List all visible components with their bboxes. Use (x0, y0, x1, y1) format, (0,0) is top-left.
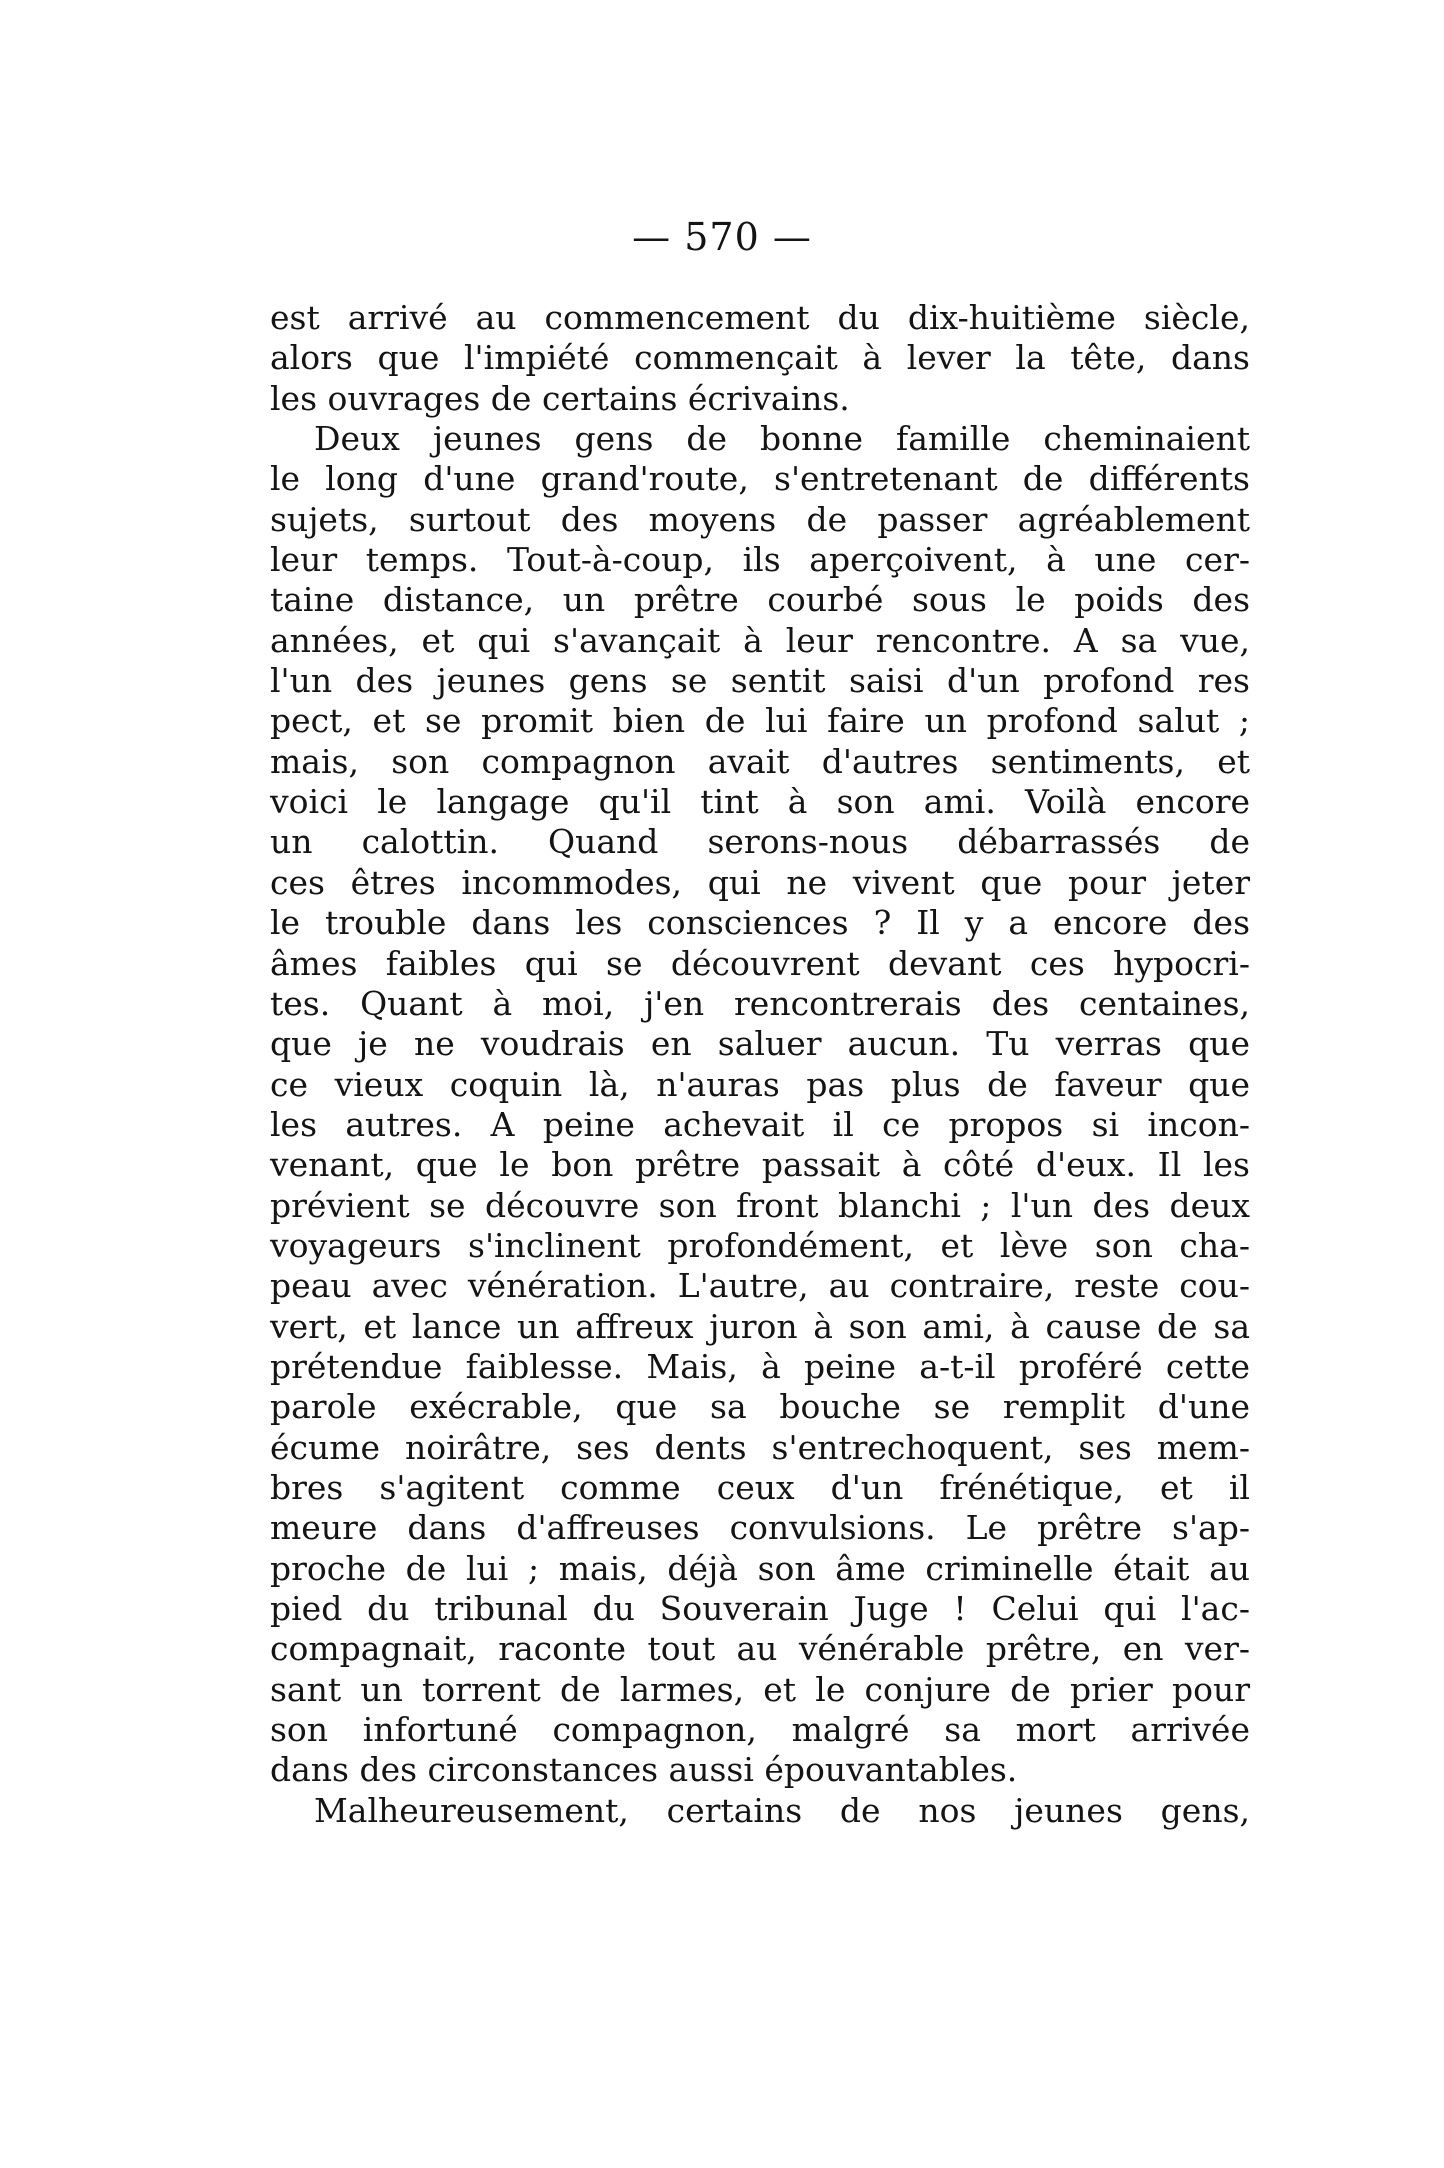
text-line: ce vieux coquin là, n'auras pas plus de faveur que (270, 1064, 1250, 1104)
text-line: meure dans d'affreuses convulsions. Le prêtre s'ap- (270, 1508, 1250, 1548)
text-line: âmes faibles qui se découvrent devant ces hypocri- (270, 943, 1250, 983)
text-line: pied du tribunal du Souverain Juge ! Celui qui l'ac- (270, 1589, 1250, 1628)
text-line: années, et qui s'avançait à leur rencontre. A sa vue, (270, 620, 1250, 660)
body-text (270, 298, 1250, 1831)
text-line: vert, et lance un affreux juron à son ami, à cause de sa (270, 1306, 1250, 1346)
text-line: bres s'agitent comme ceux d'un frénétique, et il (270, 1467, 1250, 1507)
text-line: le long d'une grand'route, s'entretenant de différents (270, 459, 1250, 499)
text-line: leur temps. Tout-à-coup, ils aperçoivent, à une cer- (270, 540, 1250, 580)
text-line: mais, son compagnon avait d'autres sentiments, et (270, 741, 1250, 781)
text-line: parole exécrable, que sa bouche se remplit d'une (270, 1387, 1250, 1427)
text-line: le trouble dans les consciences ? Il y a encore des (270, 903, 1250, 943)
text-line: prétendue faiblesse. Mais, à peine a-t-il proféré cette (270, 1346, 1250, 1386)
text-line: tes. Quant à moi, j'en rencontrerais des centaines, (270, 983, 1250, 1023)
text-line: est arrivé au commencement du dix-huitième siècle, (270, 298, 1250, 337)
text-line: les ouvrages de certains écrivains. (270, 378, 850, 418)
text-line: les autres. A peine achevait il ce propos si incon- (270, 1104, 1250, 1144)
text-line: venant, que le bon prêtre passait à côté d'eux. Il les (270, 1145, 1250, 1185)
text-line: taine distance, un prêtre courbé sous le poids des (270, 580, 1250, 620)
text-line: proche de lui ; mais, déjà son âme criminelle était au (270, 1548, 1250, 1588)
text-line: prévient se découvre son front blanchi ; l'un des deux (270, 1185, 1250, 1225)
text-line: sant un torrent de larmes, et le conjure de prier pour (270, 1669, 1250, 1709)
text-line: voici le langage qu'il tint à son ami. Voilà encore (270, 782, 1250, 822)
text-line: que je ne voudrais en saluer aucun. Tu verras que (270, 1024, 1250, 1064)
text-line: alors que l'impiété commençait à lever la tête, dans (270, 338, 1250, 378)
text-line: un calottin. Quand serons-nous débarrassés de (270, 822, 1250, 862)
text-line: l'un des jeunes gens se sentit saisi d'un profond res (270, 661, 1250, 701)
text-line: sujets, surtout des moyens de passer agréablement (270, 499, 1250, 539)
paragraph-first-line: Malheureusement, certains de nos jeunes gens, (314, 1790, 1250, 1830)
text-line: son infortuné compagnon, malgré sa mort arrivée (270, 1710, 1250, 1750)
text-line: dans des circonstances aussi épouvantables. (270, 1750, 1018, 1790)
text-line: peau avec vénération. L'autre, au contraire, reste cou- (270, 1266, 1250, 1306)
text-line: compagnait, raconte tout au vénérable prêtre, en ver- (270, 1629, 1250, 1669)
text-line: ces êtres incommodes, qui ne vivent que pour jeter (270, 862, 1250, 902)
text-line: pect, et se promit bien de lui faire un profond salut ; (270, 701, 1250, 741)
paragraph-first-line: Deux jeunes gens de bonne famille cheminaient (314, 419, 1250, 459)
text-line: écume noirâtre, ses dents s'entrechoquent, ses mem- (270, 1427, 1250, 1467)
text-line: voyageurs s'inclinent profondément, et lève son cha- (270, 1225, 1250, 1265)
page-number: — 570 — (632, 215, 812, 259)
